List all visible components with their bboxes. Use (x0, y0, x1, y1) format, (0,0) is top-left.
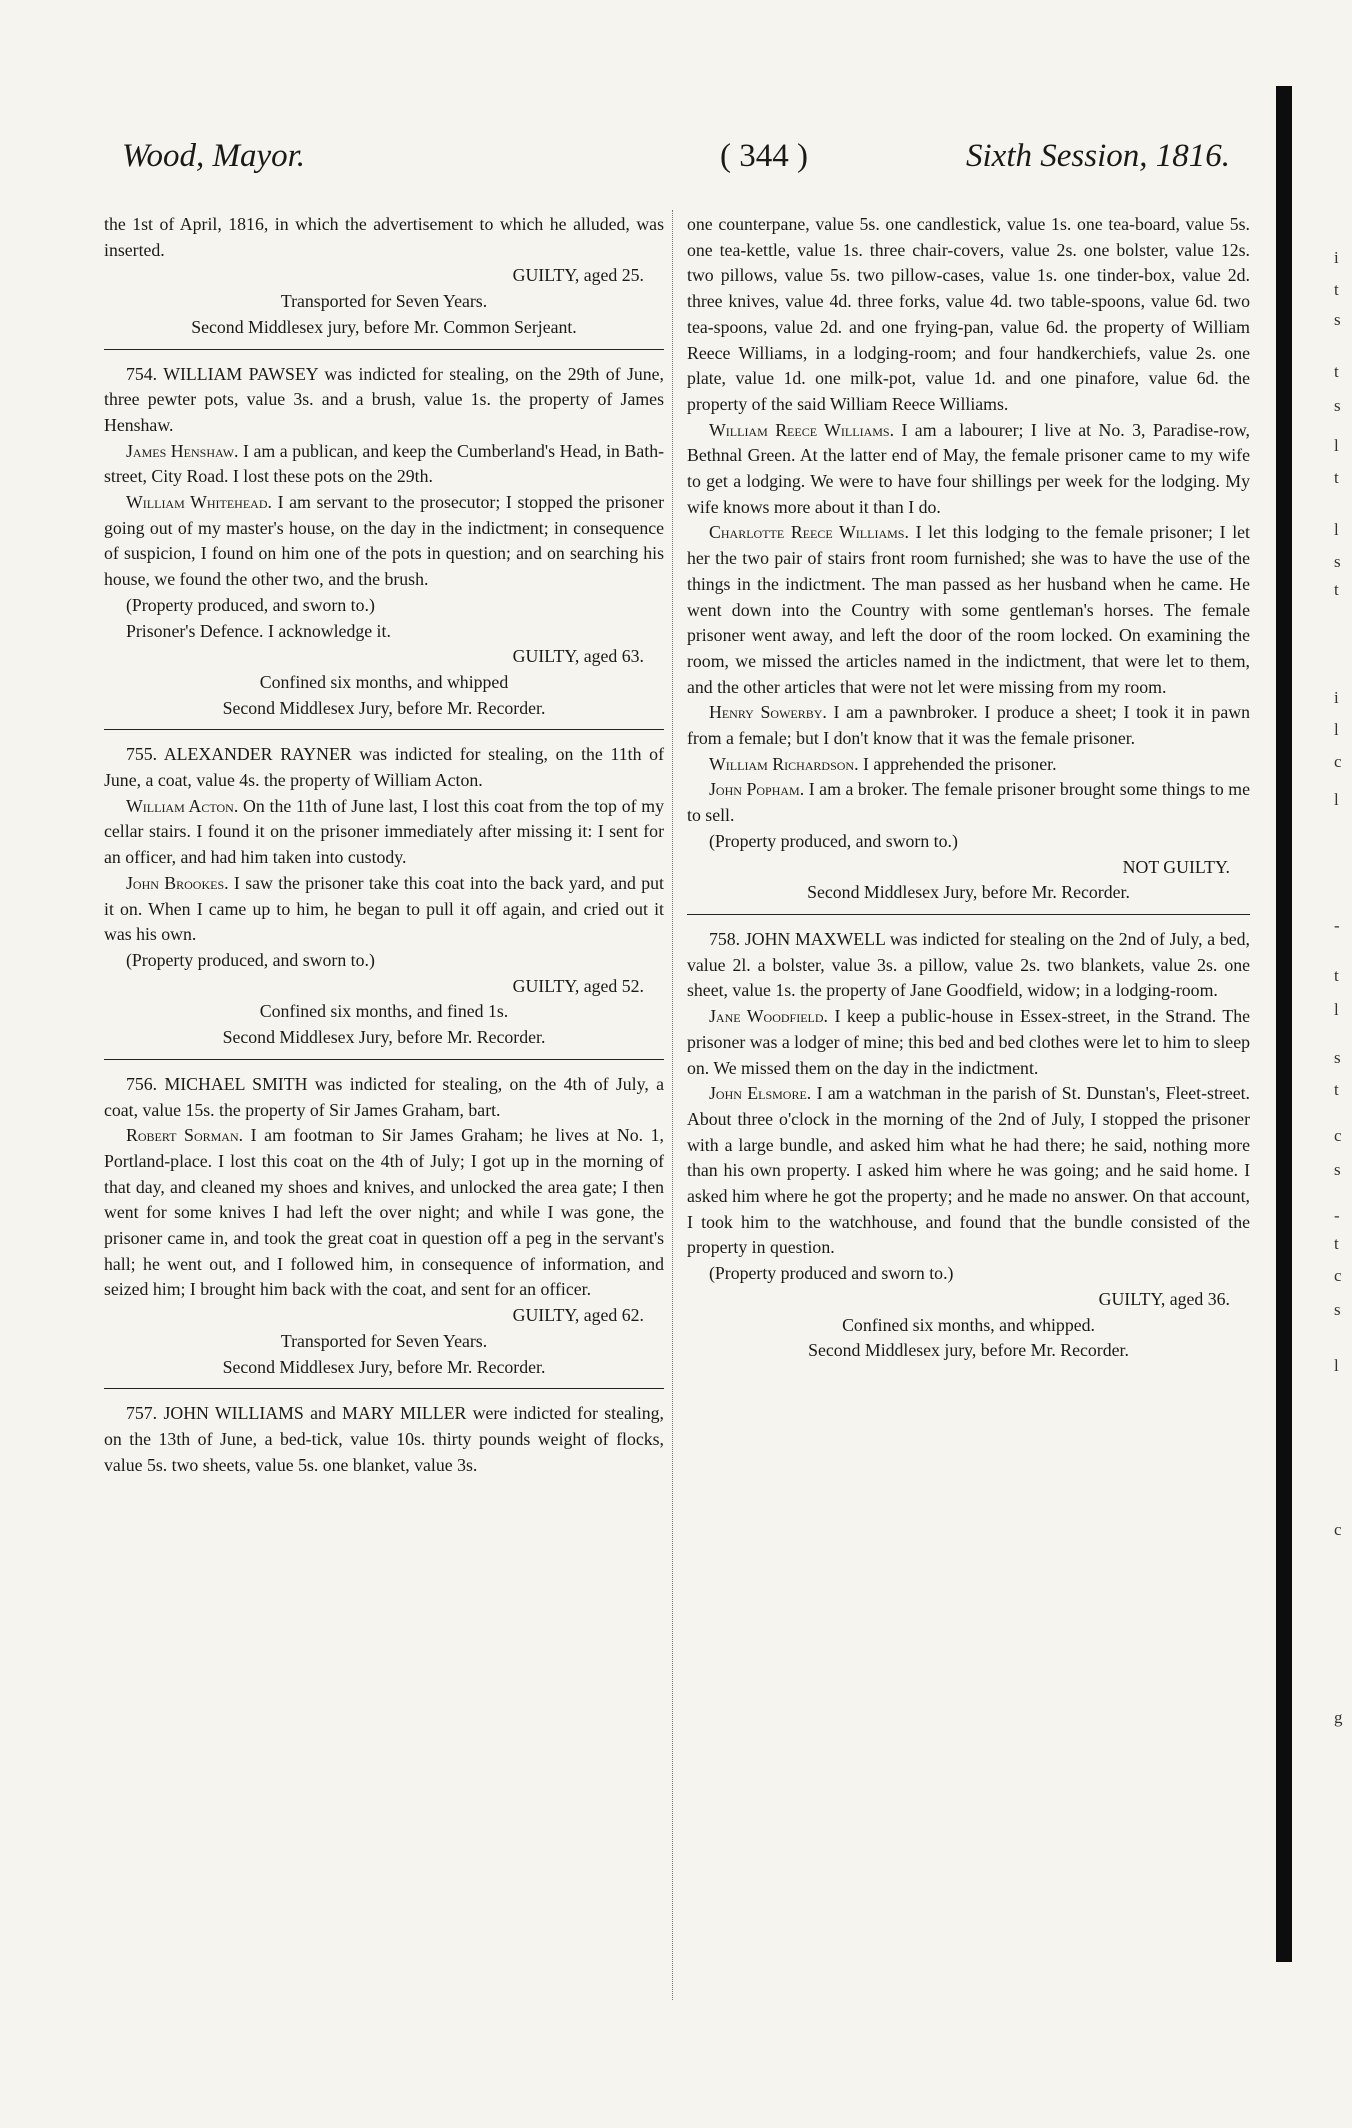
edge-letter: t (1334, 468, 1339, 487)
paragraph-text: GUILTY, aged 62. (512, 1305, 644, 1326)
sentence-line (104, 1329, 664, 1355)
paragraph-text: I let this lodging to the female prisoner; I let her the two pair of stairs front room furnished; she was to have the use of the things in the indictment. The man passed as her husband when he came. He went down into the Country with some gentleman's horses. The female prisoner went away, and left the door of the room locked. On examining the room, we missed the articles named in the indictment, that were let to them, and the other articles that were not let were missing from my room. (687, 522, 1250, 697)
section-rule (104, 1388, 664, 1389)
edge-letter: s (1334, 1048, 1341, 1067)
paragraph-text: Second Middlesex jury, before Mr. Common Serjeant. (191, 316, 577, 337)
section-rule (104, 1059, 664, 1060)
paragraph-text: GUILTY, aged 52. (512, 975, 644, 996)
paragraph-text: I am a watchman in the parish of St. Dunstan's, Fleet-street. About three o'clock in the morning of the 2nd of July, I stopped the prisoner with a large bundle, and asked him what he had there; he said, nothing more than his own property. I asked him where he was going; and he said home. I asked him where he got the property; and he made no answer. On that account, I took him to the watchhouse, and found that the bundle consisted of the property in question. (687, 1083, 1250, 1258)
edge-letter: c (1334, 752, 1342, 771)
header-right: Sixth Session, 1816. (966, 138, 1230, 174)
paragraph-text: 758. JOHN MAXWELL was indicted for stealing on the 2nd of July, a bed, value 2l. a bolster, value 3s. a pillow, value 2s. two blankets, value 2s. one sheet, value 1s. the property of Jane Goodfield, widow; in a lodging-room. (687, 928, 1250, 1001)
paragraph-text: (Property produced, and sworn to.) (126, 594, 375, 615)
paragraph-text: I am a publican, and keep the Cumberland's Head, in Bath-street, City Road. I lost these pots on the 29th. (104, 440, 665, 487)
edge-letter: i (1334, 688, 1339, 707)
edge-letter: l (1334, 520, 1339, 539)
paragraph-text: Confined six months, and whipped (259, 671, 509, 692)
edge-letter: t (1334, 362, 1339, 381)
section-rule (687, 914, 1250, 915)
witness-name: William Richardson. (709, 753, 859, 774)
paragraph (104, 742, 664, 793)
paragraph-text: Confined six months, and whipped. (842, 1314, 1095, 1335)
edge-letter: t (1334, 280, 1339, 299)
paragraph (104, 794, 664, 871)
paragraph-text: Transported for Seven Years. (280, 1330, 488, 1351)
paragraph-text: (Property produced, and sworn to.) (126, 949, 375, 970)
paragraph-text: GUILTY, aged 25. (512, 265, 644, 286)
edge-letter: s (1334, 310, 1341, 329)
paragraph-text: Second Middlesex Jury, before Mr. Recorder. (807, 882, 1130, 903)
header-left: Wood, Mayor. (122, 138, 306, 174)
paragraph (104, 593, 664, 619)
paragraph-text: I keep a public-house in Essex-street, in the Strand. The prisoner was a lodger of mine; this bed and bed clothes were let to him to sleep on. We missed them on the day in the indictment. (687, 1006, 1250, 1078)
edge-letter: l (1334, 720, 1339, 739)
paragraph-text: (Property produced, and sworn to.) (709, 830, 958, 851)
sentence-line (687, 880, 1250, 906)
edge-letter: l (1334, 436, 1339, 455)
paragraph-text: Second Middlesex Jury, before Mr. Recorder. (222, 1027, 546, 1048)
section-rule (104, 729, 664, 730)
left-column (104, 212, 664, 1478)
verdict (104, 644, 664, 670)
edge-letter: l (1334, 1000, 1339, 1019)
verdict (104, 974, 664, 1000)
section-rule (104, 349, 664, 350)
paragraph-text: I am a pawnbroker. I produce a sheet; I took it in pawn from a female; but I don't know that it was the female prisoner. (687, 702, 1251, 749)
edge-letter: s (1334, 396, 1341, 415)
verdict (687, 855, 1250, 881)
column-divider (672, 210, 673, 2000)
paragraph (687, 520, 1250, 700)
paragraph (104, 1401, 664, 1478)
sentence-line (687, 1313, 1250, 1339)
sentence-line (104, 670, 664, 696)
witness-name: Charlotte Reece Williams. (709, 522, 909, 543)
paragraph-text: 757. JOHN WILLIAMS and MARY MILLER were indicted for stealing, on the 13th of June, a bed-tick, value 10s. thirty pounds weight of flocks, value 5s. two sheets, value 5s. one blanket, value 3s. (104, 1403, 664, 1475)
witness-name: John Popham. (709, 779, 805, 800)
right-column (687, 212, 1250, 1364)
paragraph (104, 1123, 664, 1303)
edge-letter: c (1334, 1126, 1342, 1145)
edge-letter: c (1334, 1520, 1342, 1539)
paragraph-text: (Property produced and sworn to.) (709, 1263, 954, 1284)
paragraph-text: Second Middlesex Jury, before Mr. Recorder. (222, 697, 546, 718)
paragraph (687, 927, 1250, 1004)
paragraph (687, 212, 1250, 418)
paragraph-text: I apprehended the prisoner. (858, 753, 1057, 774)
sentence-line (104, 315, 664, 341)
edge-letter: t (1334, 580, 1339, 599)
verdict (104, 263, 664, 289)
paragraph-text: 755. ALEXANDER RAYNER was indicted for stealing, on the 11th of June, a coat, value 4s. the property of William Acton. (104, 744, 664, 791)
edge-letter: s (1334, 1160, 1341, 1179)
paragraph-text: Confined six months, and fined 1s. (259, 1001, 509, 1022)
sentence-line (104, 289, 664, 315)
paragraph (104, 439, 664, 490)
edge-letter: t (1334, 1080, 1339, 1099)
paragraph (104, 490, 664, 593)
witness-name: William Reece Williams. (709, 419, 895, 440)
witness-name: John Brookes. (126, 872, 229, 893)
paragraph-text: I am a labourer; I live at No. 3, Paradise-row, Bethnal Green. At the latter end of May, the female prisoner came to my wife to get a lodging. We were to have four shillings per week for the lodging. My wife knows more about it than I do. (687, 419, 1250, 517)
sentence-line (104, 696, 664, 722)
paragraph-text: Second Middlesex jury, before Mr. Recorder. (808, 1340, 1129, 1361)
witness-name: Jane Woodfield. (709, 1006, 828, 1027)
paragraph-text: I am servant to the prosecutor; I stopped the prisoner going out of my master's house, on the day in the indictment; in consequence of suspicion, I found on him one of the pots in question; and on searching his house, we found the other two, and the brush. (104, 492, 665, 590)
paragraph (104, 619, 664, 645)
paragraph (104, 362, 664, 439)
paragraph-text: NOT GUILTY. (1122, 856, 1230, 877)
paragraph-text: the 1st of April, 1816, in which the advertisement to which he alluded, was inserted. (104, 214, 664, 260)
paragraph-text: 754. WILLIAM PAWSEY was indicted for stealing, on the 29th of June, three pewter pots, value 3s. and a brush, value 1s. the property of James Henshaw. (104, 363, 664, 435)
edge-letter: g (1334, 1708, 1343, 1727)
paragraph (687, 700, 1250, 751)
paragraph-text: Transported for Seven Years. (280, 291, 488, 312)
edge-letter: i (1334, 248, 1339, 267)
edge-letter: l (1334, 1356, 1339, 1375)
paragraph (687, 418, 1250, 521)
paragraph-text: On the 11th of June last, I lost this coat from the top of my cellar stairs. I found it on the prisoner immediately after missing it: I sent for an officer, and had him taken into custody. (104, 795, 664, 868)
paragraph-text: GUILTY, aged 36. (1098, 1288, 1230, 1309)
edge-letter: - (1334, 1206, 1340, 1225)
witness-name: Henry Sowerby. (709, 702, 827, 723)
witness-name: James Henshaw. (126, 440, 239, 461)
paragraph (687, 1004, 1250, 1081)
verdict (687, 1287, 1250, 1313)
edge-letter: t (1334, 966, 1339, 985)
edge-letter: c (1334, 1266, 1342, 1285)
witness-name: John Elsmore. (709, 1083, 812, 1104)
edge-letter: s (1334, 1300, 1341, 1319)
witness-name: Robert Sorman. (126, 1125, 244, 1146)
paragraph-text: one counterpane, value 5s. one candlestick, value 1s. one tea-board, value 5s. one tea-kettle, value 1s. three chair-covers, value 2s. one bolster, value 12s. two pillows, value 5s. two pillow-cases, value 1s. one tinder-box, value 2d. three knives, value 4d. three forks, value 4d. two table-spoons, value 6d. two tea-spoons, value 2d. and one frying-pan, value 6d. the property of William Reece Williams, in a lodging-room; and four handkerchiefs, value 2s. one plate, value 1d. one milk-pot, value 1d. and one pinafore, value 6d. the property of the said William Reece Williams. (687, 214, 1250, 414)
paragraph-text: Prisoner's Defence. I acknowledge it. (126, 620, 391, 641)
page-number: ( 344 ) (720, 138, 808, 174)
scan-edge-bar (1276, 86, 1292, 1962)
sentence-line (104, 1025, 664, 1051)
witness-name: William Whitehead. (126, 492, 272, 513)
paragraph-text: 756. MICHAEL SMITH was indicted for stealing, on the 4th of July, a coat, value 15s. the property of Sir James Graham, bart. (104, 1073, 664, 1120)
edge-letter: s (1334, 552, 1341, 571)
edge-letter: t (1334, 1234, 1339, 1253)
edge-letter: - (1334, 916, 1340, 935)
paragraph-text: GUILTY, aged 63. (512, 646, 644, 667)
paragraph (104, 1072, 664, 1123)
witness-name: William Acton. (126, 795, 239, 816)
paragraph (104, 948, 664, 974)
paragraph (687, 1261, 1250, 1287)
paragraph-text: I am a broker. The female prisoner brought some things to me to sell. (687, 779, 1250, 826)
paragraph (104, 212, 664, 263)
sentence-line (104, 999, 664, 1025)
paragraph (687, 752, 1250, 778)
sentence-line (687, 1338, 1250, 1364)
page-header (110, 138, 1230, 184)
paragraph-text: I am footman to Sir James Graham; he lives at No. 1, Portland-place. I lost this coat on the 4th of July; I got up in the morning of that day, and cleaned my shoes and knives, and unlocked the area gate; I then went for some knives I had left the over night; and while I was gone, the prisoner came in, and took the great coat in question off a peg in the servant's hall; he went out, and I followed him, in consequence of information, and seized him; I brought him back with the coat, and sent for an officer. (104, 1125, 664, 1300)
sentence-line (104, 1355, 664, 1381)
paragraph (687, 829, 1250, 855)
paragraph-text: I saw the prisoner take this coat into the back yard, and put it on. When I came up to him, he began to pull it off again, and cried out it was his own. (104, 872, 664, 945)
paragraph (687, 1081, 1250, 1261)
paragraph (687, 777, 1250, 828)
paragraph-text: Second Middlesex Jury, before Mr. Recorder. (222, 1356, 546, 1377)
paragraph (104, 871, 664, 948)
edge-letter: l (1334, 790, 1339, 809)
verdict (104, 1303, 664, 1329)
